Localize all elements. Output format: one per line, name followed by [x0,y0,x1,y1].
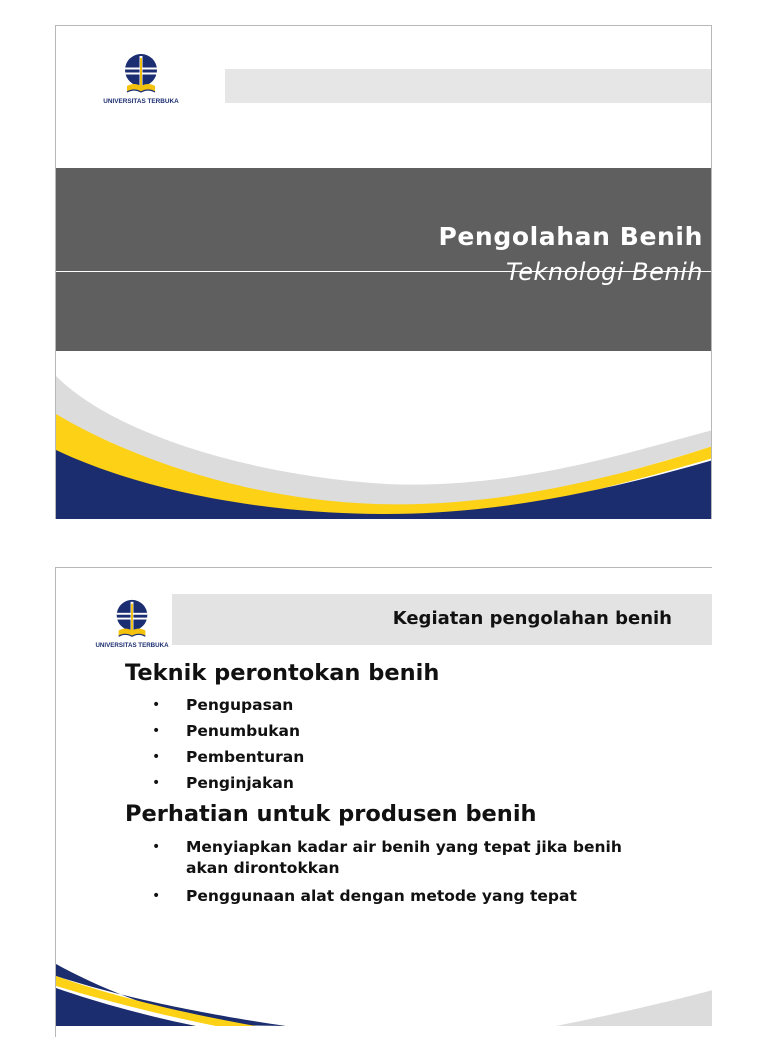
title-slide [55,25,712,519]
bullet-icon: • [152,839,161,855]
logo-text: UNIVERSITAS TERBUKA [103,98,179,105]
section-heading: Teknik perontokan benih [125,660,440,686]
list-item: • Penumbukan [152,722,301,740]
bullet-list [152,837,622,907]
bullet-list [152,695,304,794]
logo-text: UNIVERSITAS TERBUKA [95,642,169,649]
content-slide [55,567,712,1037]
university-logo [92,598,172,654]
decorative-waves [56,376,712,519]
decorative-waves [56,962,712,1037]
section-heading: Perhatian untuk produsen benih [125,801,537,827]
slide-subtitle: Teknologi Benih [506,258,703,286]
list-item: • Pembenturan [152,748,305,766]
university-logo [100,52,182,108]
bullet-icon: • [152,697,161,713]
list-item: • Penginjakan [152,774,294,792]
bullet-icon: • [152,888,161,904]
list-item: • Menyiapkan kadar air benih yang tepat jika benih akan dirontokkan [152,838,622,877]
slide-header-title: Kegiatan pengolahan benih [392,608,672,629]
header-strip [225,69,712,103]
ut-logo-icon [92,598,172,642]
bullet-icon: • [152,749,161,765]
ut-logo-icon [100,52,182,98]
list-item: • Pengupasan [152,696,294,714]
slide-title: Pengolahan Benih [438,222,703,251]
bullet-icon: • [152,723,161,739]
list-item: • Penggunaan alat dengan metode yang tepat [152,887,577,905]
bullet-icon: • [152,775,161,791]
